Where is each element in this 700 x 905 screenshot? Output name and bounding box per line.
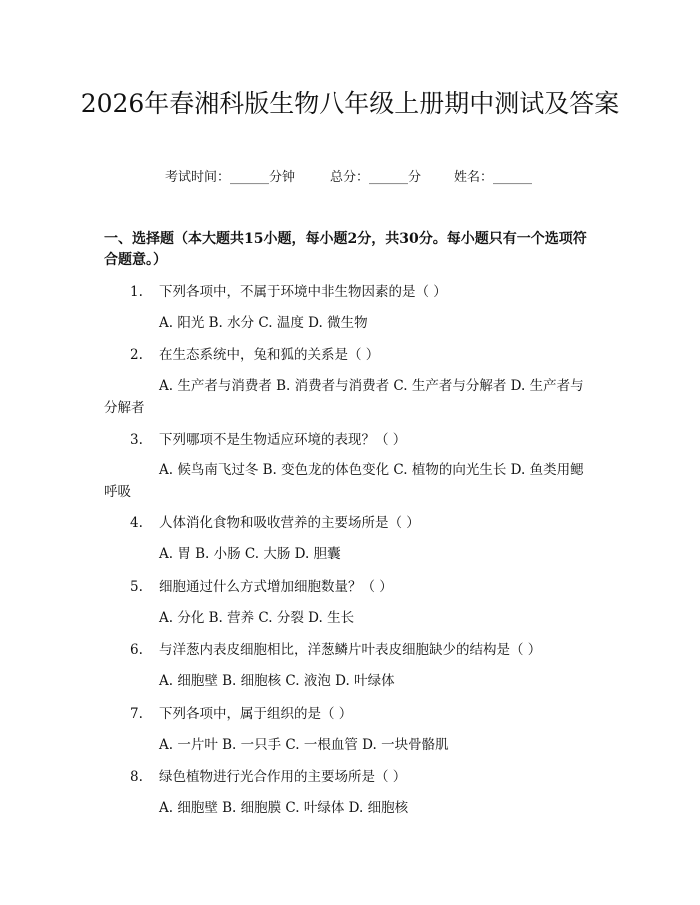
- question-stem: 下列哪项不是生物适应环境的表现？（ ）: [159, 432, 407, 448]
- question-stem: 人体消化食物和吸收营养的主要场所是（ ）: [159, 515, 420, 531]
- question-options: A. 一片叶 B. 一只手 C. 一根血管 D. 一块骨骼肌: [159, 737, 449, 753]
- question-number: 5.: [130, 579, 143, 595]
- question-number: 8.: [130, 769, 143, 785]
- question-options: A. 细胞壁 B. 细胞膜 C. 叶绿体 D. 细胞核: [159, 800, 409, 816]
- question-options: A. 生产者与消费者 B. 消费者与消费者 C. 生产者与分解者 D. 生产者与分解者: [104, 378, 584, 416]
- total-score-label: 总分：______分: [330, 170, 422, 185]
- section-heading: 一、选择题（本大题共15小题，每小题2分，共30分。每小题只有一个选项符合题意。）: [104, 231, 587, 268]
- question-stem: 下列各项中，属于组织的是（ ）: [159, 706, 353, 722]
- page-title: 2026年春湘科版生物八年级上册期中测试及答案: [80, 89, 620, 118]
- question-number: 7.: [130, 706, 143, 722]
- question-number: 2.: [130, 347, 143, 363]
- question-stem: 下列各项中，不属于环境中非生物因素的是（ ）: [159, 284, 447, 300]
- question-number: 3.: [130, 432, 143, 448]
- question-stem: 细胞通过什么方式增加细胞数量？（ ）: [159, 579, 393, 595]
- question-stem: 与洋葱内表皮细胞相比，洋葱鳞片叶表皮细胞缺少的结构是（ ）: [159, 642, 542, 658]
- exam-time-label: 考试时间：______分钟: [165, 170, 296, 185]
- question-number: 6.: [130, 642, 143, 658]
- question-number: 1.: [130, 284, 143, 300]
- question-number: 4.: [130, 515, 143, 531]
- question-options: A. 细胞壁 B. 细胞核 C. 液泡 D. 叶绿体: [159, 673, 395, 689]
- question-options: A. 阳光 B. 水分 C. 温度 D. 微生物: [159, 315, 368, 331]
- question-options: A. 分化 B. 营养 C. 分裂 D. 生长: [159, 610, 355, 626]
- question-stem: 绿色植物进行光合作用的主要场所是（ ）: [159, 769, 407, 785]
- question-options: A. 胃 B. 小肠 C. 大肠 D. 胆囊: [159, 546, 341, 562]
- question-stem: 在生态系统中，兔和狐的关系是（ ）: [159, 347, 380, 363]
- question-options: A. 候鸟南飞过冬 B. 变色龙的体色变化 C. 植物的向光生长 D. 鱼类用鳃呼吸: [104, 462, 584, 500]
- student-name-label: 姓名：______: [454, 170, 533, 185]
